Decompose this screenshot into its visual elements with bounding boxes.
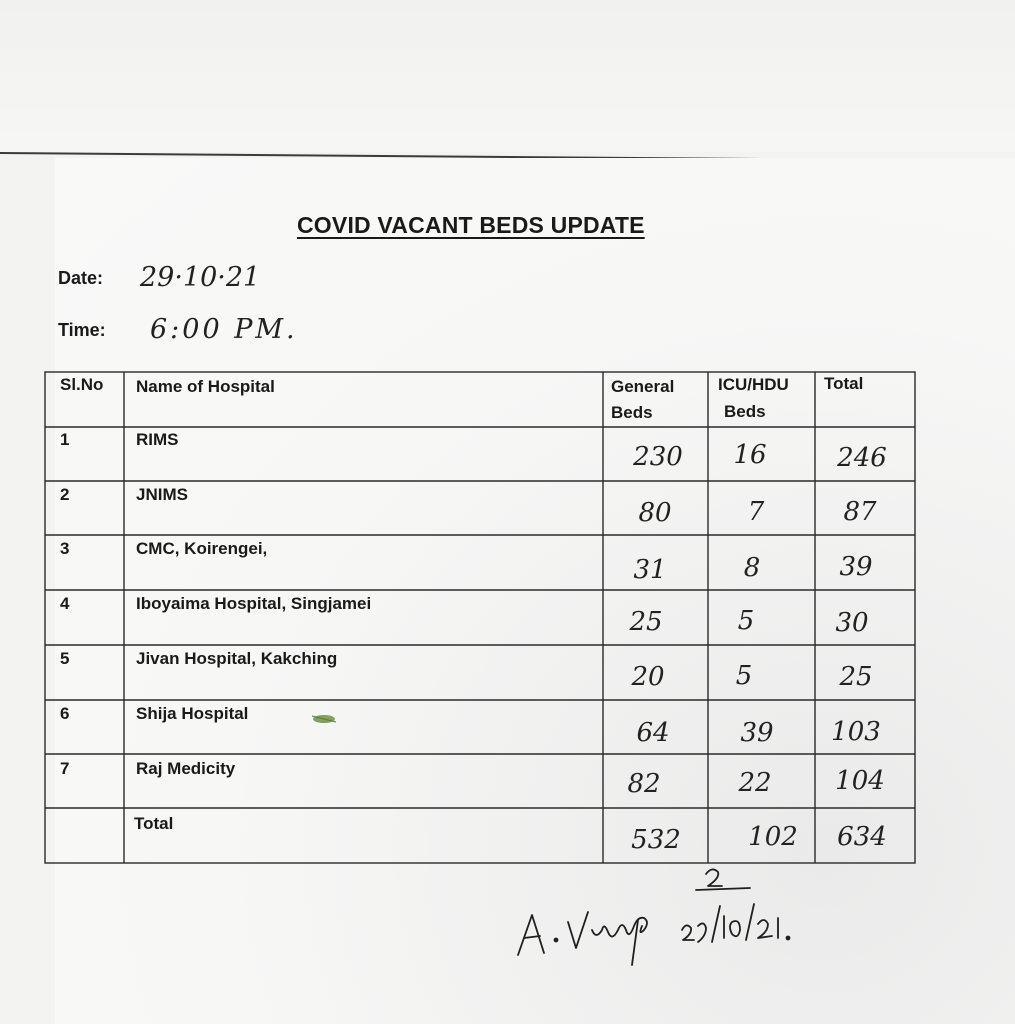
row-6-hospital: Shija Hospital xyxy=(136,704,249,723)
total-total: 634 xyxy=(837,822,887,852)
green-speck xyxy=(310,712,340,726)
row-2-slno: 2 xyxy=(60,485,70,504)
row-3-icu: 8 xyxy=(743,553,761,583)
row-3-slno: 3 xyxy=(60,539,70,558)
row-6-total: 103 xyxy=(831,717,881,747)
row-2-general: 80 xyxy=(638,498,672,528)
row-4-icu: 5 xyxy=(737,606,755,636)
header-hospital-name: Name of Hospital xyxy=(136,377,275,396)
row-2-icu: 7 xyxy=(747,497,765,527)
row-5-total: 25 xyxy=(839,662,873,692)
row-2-hospital: JNIMS xyxy=(136,485,188,504)
row-6-general: 64 xyxy=(636,718,670,748)
row-2-total: 87 xyxy=(843,497,877,527)
header-general-beds-line2: Beds xyxy=(611,403,653,422)
total-row-label: Total xyxy=(134,814,174,833)
row-5-icu: 5 xyxy=(735,661,753,691)
row-1-icu: 16 xyxy=(733,440,767,470)
date-label: Date: xyxy=(58,268,104,288)
row-4-total: 30 xyxy=(835,608,869,638)
time-value: 6:00 PM. xyxy=(150,314,298,345)
row-5-slno: 5 xyxy=(60,649,70,668)
row-6-slno: 6 xyxy=(60,704,70,723)
row-4-slno: 4 xyxy=(60,594,70,613)
document-title: COVID VACANT BEDS UPDATE xyxy=(297,212,645,238)
header-slno: Sl.No xyxy=(60,375,104,394)
header-icu-beds-line1: ICU/HDU xyxy=(718,375,789,394)
time-label: Time: xyxy=(58,320,106,340)
row-1-slno: 1 xyxy=(60,430,70,449)
total-general: 532 xyxy=(631,825,681,855)
header-general-beds-line1: General xyxy=(611,377,675,396)
row-1-hospital: RIMS xyxy=(136,430,179,449)
row-4-general: 25 xyxy=(629,607,663,637)
row-4-hospital: Iboyaima Hospital, Singjamei xyxy=(136,594,372,613)
row-7-slno: 7 xyxy=(60,759,70,778)
row-7-general: 82 xyxy=(627,769,661,799)
row-1-general: 230 xyxy=(633,442,683,472)
row-5-hospital: Jivan Hospital, Kakching xyxy=(136,649,338,668)
total-icu: 102 xyxy=(748,822,798,852)
row-3-total: 39 xyxy=(839,552,873,582)
date-value: 29·10·21 xyxy=(140,262,261,293)
row-3-general: 31 xyxy=(633,555,667,585)
handwritten-signature xyxy=(510,860,810,970)
header-icu-beds-line2: Beds xyxy=(724,402,766,421)
row-3-hospital: CMC, Koirengei, xyxy=(136,539,268,558)
row-5-general: 20 xyxy=(631,662,665,692)
row-7-icu: 22 xyxy=(738,768,772,798)
row-7-hospital: Raj Medicity xyxy=(136,759,236,778)
row-7-total: 104 xyxy=(835,766,885,796)
row-6-icu: 39 xyxy=(740,718,774,748)
header-total: Total xyxy=(824,374,864,393)
row-1-total: 246 xyxy=(837,443,887,473)
